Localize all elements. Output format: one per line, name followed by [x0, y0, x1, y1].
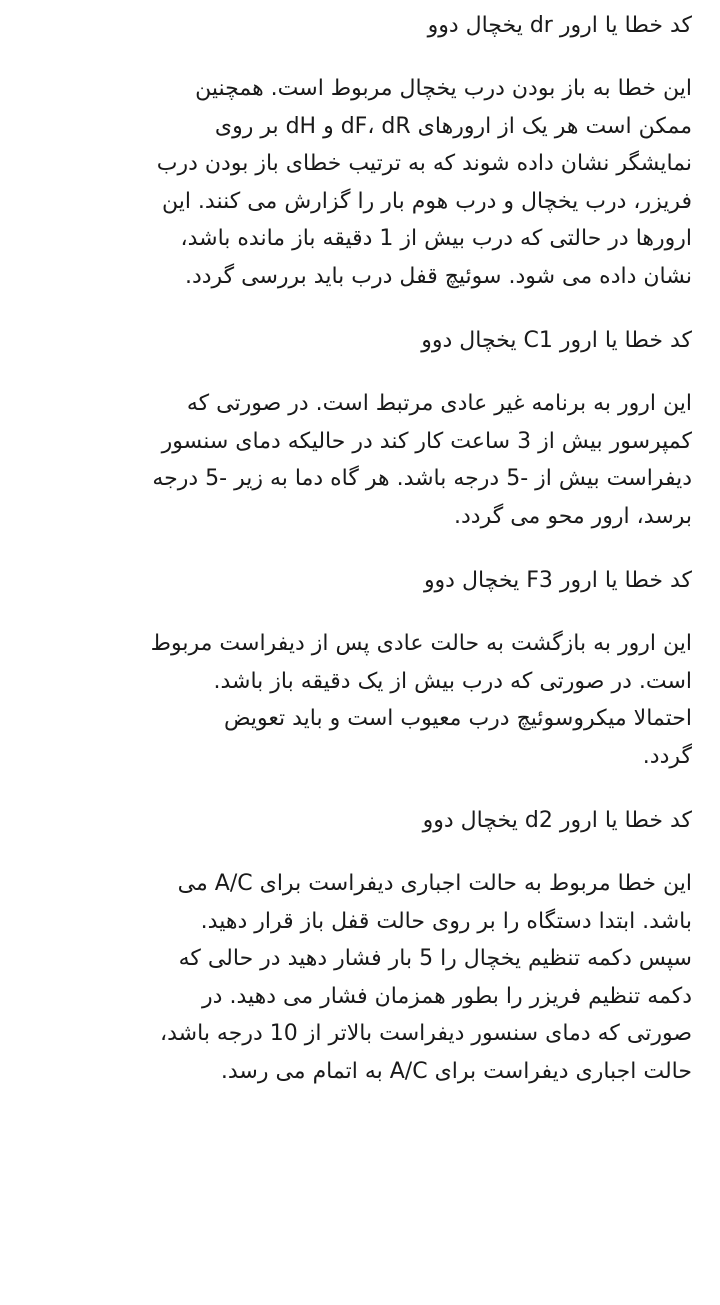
- body-line: باشد. ابتدا دستگاه را بر روی حالت قفل باز قرار دهید.: [200, 908, 692, 934]
- body-line: فریزر، درب یخچال و درب هوم بار را گزارش می کنند. این: [161, 188, 692, 214]
- body-line: سپس دکمه تنظیم یخچال را 5 بار فشار دهید در حالی که: [178, 946, 692, 971]
- section-heading-d2: کد خطا یا ارور d2 یخچال دوو: [422, 808, 692, 833]
- body-line: حالت اجباری دیفراست برای A/C به اتمام می رسد.: [220, 1058, 692, 1084]
- body-line: گردد.: [642, 743, 692, 769]
- section-body-c1: [26, 385, 692, 535]
- body-line: ارورها در حالتی که درب بیش از 1 دقیقه باز مانده باشد،: [180, 226, 692, 251]
- body-line: این خطا به باز بودن درب یخچال مربوط است. همچنین: [195, 76, 692, 101]
- body-line: ممکن است هر یک از ارورهای dF، dR و dH بر روی: [214, 113, 692, 139]
- section-heading-f3: کد خطا یا ارور F3 یخچال دوو: [423, 568, 692, 593]
- body-line: نشان داده می شود. سوئیچ قفل درب باید بررسی گردد.: [184, 263, 692, 289]
- section-heading-c1: کد خطا یا ارور C1 یخچال دوو: [421, 328, 692, 353]
- body-line: این خطا مربوط به حالت اجباری دیفراست برای A/C می: [177, 871, 692, 896]
- body-line: این ارور به برنامه غیر عادی مرتبط است. در صورتی که: [186, 391, 692, 416]
- section-body-dr: [26, 70, 692, 295]
- section-body-d2: [26, 865, 692, 1090]
- body-line: احتمالا میکروسوئیچ درب معیوب است و باید تعویض: [223, 706, 692, 731]
- section-heading-dr: کد خطا یا ارور dr یخچال دوو: [427, 13, 692, 38]
- body-line: این ارور به بازگشت به حالت عادی پس از دیفراست مربوط: [150, 631, 692, 656]
- body-line: صورتی که دمای سنسور دیفراست بالاتر از 10 درجه باشد،: [160, 1021, 692, 1046]
- body-line: دیفراست بیش از -5 درجه باشد. هر گاه دما به زیر -5 درجه: [152, 466, 692, 491]
- body-line: دکمه تنظیم فریزر را بطور همزمان فشار می دهید. در: [202, 983, 692, 1009]
- section-body-f3: [26, 625, 692, 775]
- body-line: است. در صورتی که درب بیش از یک دقیقه باز باشد.: [213, 668, 692, 694]
- body-line: برسد، ارور محو می گردد.: [454, 503, 692, 529]
- body-line: نمایشگر نشان داده شوند که به ترتیب خطای باز بودن درب: [156, 151, 692, 176]
- body-line: کمپرسور بیش از 3 ساعت کار کند در حالیکه دمای سنسور: [161, 428, 692, 454]
